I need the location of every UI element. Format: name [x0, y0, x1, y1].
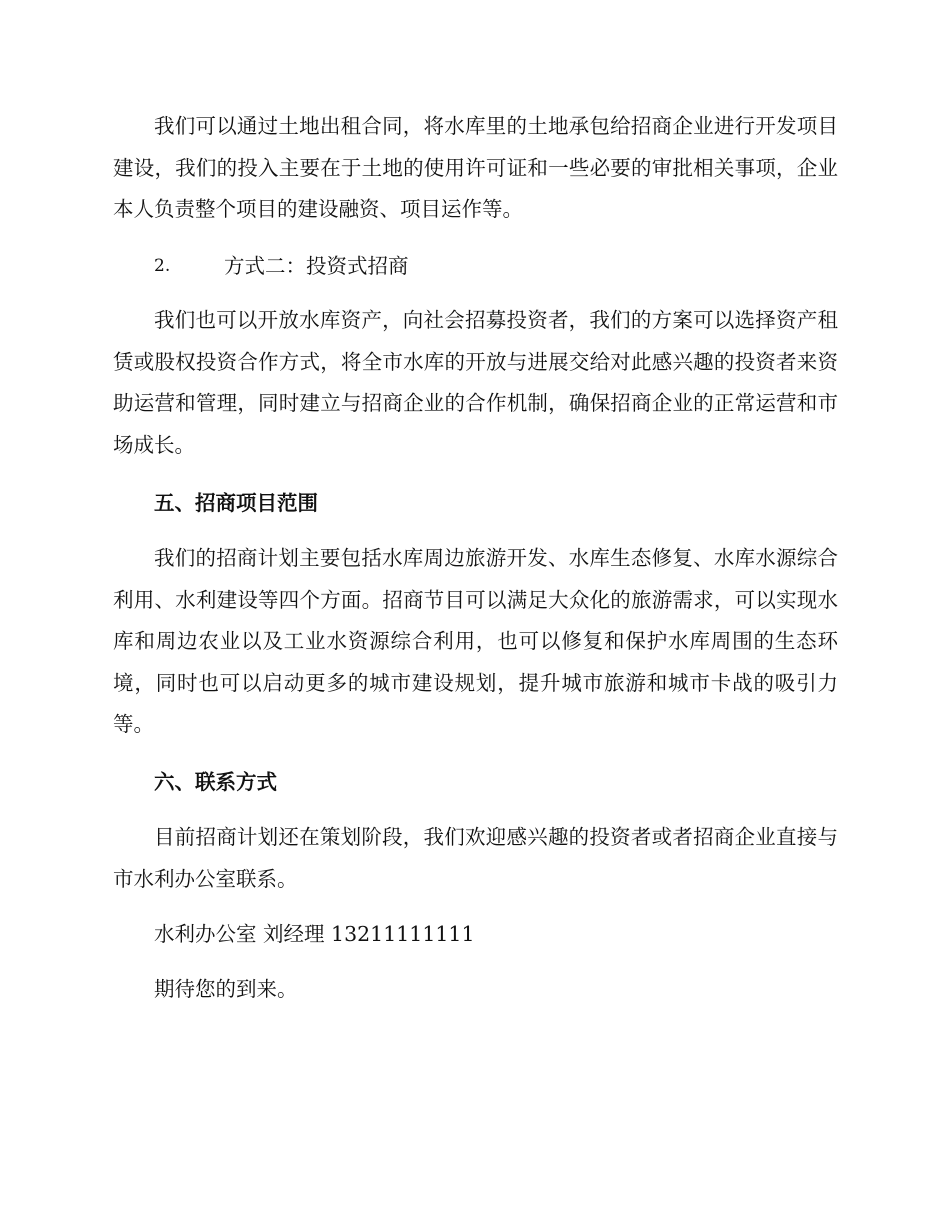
method-two-heading	[154, 246, 409, 288]
paragraph-scope: 我们的招商计划主要包括水库周边旅游开发、水库生态修复、水库水源综合利用、水利建设等四个方面。招商节目可以满足大众化的旅游需求，可以实现水库和周边农业以及工业水资源综合利用，也可以修复和保护水库周围的生态环境，同时也可以启动更多的城市建设规划，提升城市旅游和城市卡战的吸引力等。	[113, 546, 838, 736]
paragraph-land-lease: 我们可以通过土地出租合同，将水库里的土地承包给招商企业进行开发项目建设，我们的投入主要在于土地的使用许可证和一些必要的审批相关事项，企业本人负责整个项目的建设融资、项目运作等。	[113, 114, 838, 221]
list-number: 2.	[154, 256, 171, 276]
closing-line: 期待您的到来。	[154, 977, 298, 1001]
contact-line: 水利办公室 刘经理 13211111111	[154, 922, 475, 946]
method-two-title: 方式二：投资式招商	[224, 254, 409, 278]
section-five-title: 五、招商项目范围	[154, 491, 318, 515]
section-six-title: 六、联系方式	[154, 770, 277, 794]
paragraph-investment: 我们也可以开放水库资产，向社会招募投资者，我们的方案可以选择资产租赁或股权投资合作方式，将全市水库的开放与进展交给对此感兴趣的投资者来资助运营和管理，同时建立与招商企业的合作机制，确保招商企业的正常运营和市场成长。	[113, 308, 838, 457]
paragraph-contact: 目前招商计划还在策划阶段，我们欢迎感兴趣的投资者或者招商企业直接与市水利办公室联系。	[113, 825, 838, 891]
